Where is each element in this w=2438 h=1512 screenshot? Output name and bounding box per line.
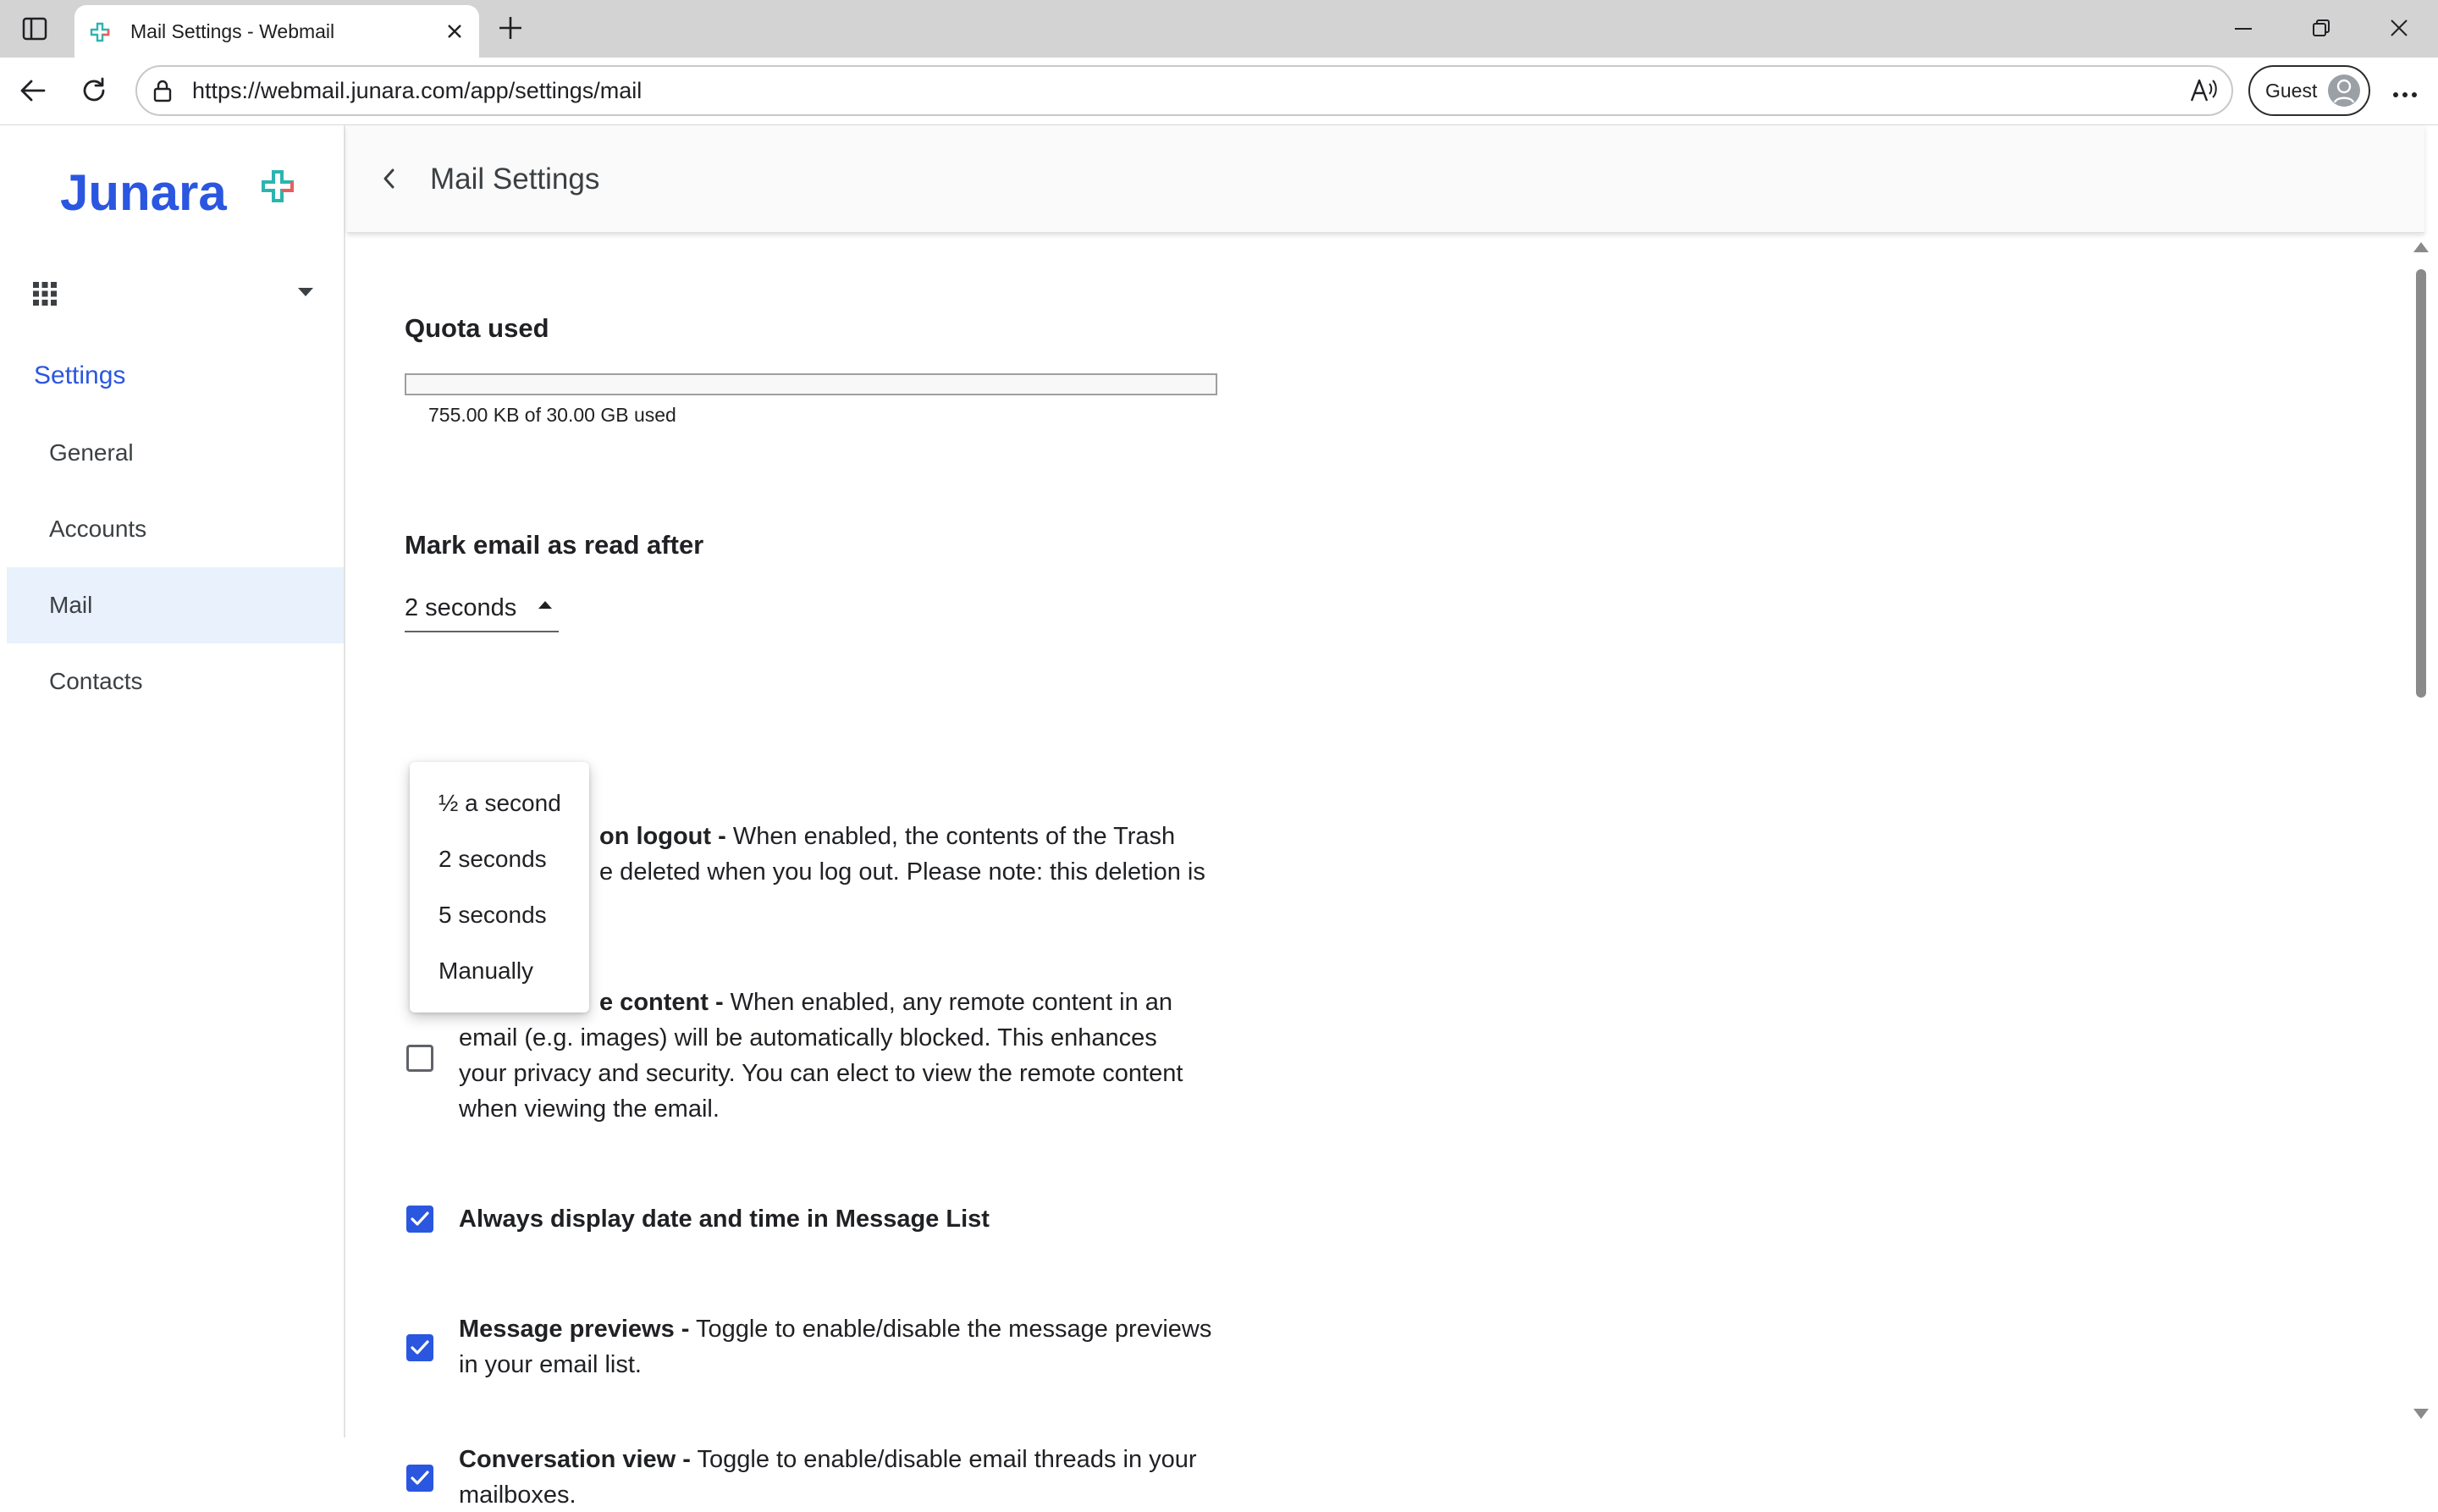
apps-grid-icon[interactable] bbox=[32, 281, 58, 306]
address-bar-row bbox=[0, 58, 2438, 125]
dropdown-option-half-second[interactable] bbox=[410, 775, 589, 831]
new-tab-icon[interactable] bbox=[498, 15, 523, 41]
sidebar-item-label: Contacts bbox=[49, 643, 143, 720]
trash-option-line2: e deleted when you log out. Please note: this deletion is bbox=[599, 855, 1205, 889]
logo: Junara bbox=[60, 163, 227, 223]
dropdown-option-manually[interactable] bbox=[410, 943, 589, 999]
sidebar-item-accounts[interactable] bbox=[7, 491, 344, 567]
reload-icon[interactable] bbox=[80, 76, 108, 105]
guest-label: Guest bbox=[2265, 67, 2317, 114]
dropdown-option-2-seconds[interactable] bbox=[410, 831, 589, 887]
conversation-option-text: Toggle to enable/disable email threads in your bbox=[691, 1446, 1197, 1473]
browser-tab-active[interactable] bbox=[74, 5, 479, 58]
url-field[interactable] bbox=[135, 65, 2233, 116]
remote-option-text: When enabled, any remote content in an bbox=[724, 989, 1172, 1016]
trash-option-bold: on logout - bbox=[599, 823, 726, 850]
mark-read-title: Mark email as read after bbox=[405, 528, 703, 562]
conversation-option-line1 bbox=[459, 1443, 1197, 1476]
browser-tab-bar bbox=[0, 0, 2438, 58]
webmail-app bbox=[7, 125, 2424, 1438]
tab-title: Mail Settings - Webmail bbox=[130, 15, 334, 47]
sidebar-item-mail[interactable] bbox=[7, 567, 344, 643]
minimize-icon[interactable] bbox=[2233, 19, 2253, 39]
sidebar-item-contacts[interactable] bbox=[7, 643, 344, 720]
back-chevron-icon[interactable] bbox=[381, 168, 396, 190]
guest-avatar-icon bbox=[2328, 74, 2360, 107]
apps-dropdown-caret-icon[interactable] bbox=[298, 288, 313, 296]
dropdown-option-label: 2 seconds bbox=[439, 831, 547, 887]
select-caret-up-icon[interactable] bbox=[538, 601, 552, 609]
remote-option-line3: your privacy and security. You can elect to view the remote content bbox=[459, 1057, 1183, 1090]
back-icon[interactable] bbox=[19, 76, 47, 105]
more-icon[interactable] bbox=[2392, 87, 2418, 94]
close-window-icon[interactable] bbox=[2389, 18, 2409, 38]
quota-progress-bar bbox=[405, 373, 1217, 395]
dropdown-option-label: ½ a second bbox=[439, 775, 561, 831]
trash-option-text: When enabled, the contents of the Trash bbox=[726, 823, 1175, 850]
previews-option-text: Toggle to enable/disable the message previews bbox=[689, 1316, 1211, 1343]
remote-option-bold: e content - bbox=[599, 989, 724, 1016]
quota-text: 755.00 KB of 30.00 GB used bbox=[428, 401, 676, 428]
read-aloud-icon[interactable] bbox=[2189, 77, 2218, 104]
dropdown-option-label: Manually bbox=[439, 943, 533, 999]
lock-icon[interactable] bbox=[152, 79, 173, 102]
remote-content-checkbox[interactable] bbox=[406, 1045, 433, 1072]
previews-option-line1 bbox=[459, 1312, 1211, 1346]
sidebar-item-label: General bbox=[49, 415, 134, 491]
trash-option-line1 bbox=[599, 819, 1175, 853]
url-text[interactable]: https://webmail.junara.com/app/settings/mail bbox=[192, 67, 642, 114]
message-previews-checkbox[interactable] bbox=[406, 1334, 433, 1361]
sidebar-toggle-icon[interactable] bbox=[22, 17, 47, 41]
page-header bbox=[347, 125, 2424, 233]
dropdown-option-label: 5 seconds bbox=[439, 887, 547, 943]
restore-icon[interactable] bbox=[2311, 18, 2331, 38]
mark-read-dropdown-menu bbox=[410, 762, 589, 1013]
conversation-option-bold: Conversation view - bbox=[459, 1446, 691, 1473]
scroll-thumb[interactable] bbox=[2416, 269, 2426, 698]
sidebar-item-label: Accounts bbox=[49, 491, 146, 567]
logo-cross-icon bbox=[261, 169, 295, 203]
datetime-option-label: Always display date and time in Message List bbox=[459, 1202, 990, 1236]
remote-option-line1 bbox=[599, 985, 1172, 1019]
guest-profile-button[interactable] bbox=[2248, 65, 2370, 116]
previews-option-line2: in your email list. bbox=[459, 1348, 642, 1382]
settings-heading: Settings bbox=[34, 359, 125, 393]
datetime-checkbox[interactable] bbox=[406, 1206, 433, 1233]
favicon-icon bbox=[90, 22, 110, 42]
select-underline bbox=[405, 631, 559, 632]
mark-read-select[interactable]: 2 seconds bbox=[405, 591, 516, 625]
remote-option-line2: email (e.g. images) will be automatically blocked. This enhances bbox=[459, 1021, 1157, 1055]
scroll-up-arrow-icon[interactable] bbox=[2413, 242, 2429, 252]
page-title: Mail Settings bbox=[430, 159, 599, 200]
content-scrollbar[interactable] bbox=[2408, 235, 2431, 1438]
close-tab-icon[interactable] bbox=[445, 22, 464, 41]
sidebar bbox=[7, 125, 345, 1438]
dropdown-option-5-seconds[interactable] bbox=[410, 887, 589, 943]
previews-option-bold: Message previews - bbox=[459, 1316, 689, 1343]
conversation-option-line2: mailboxes. bbox=[459, 1478, 576, 1512]
settings-content bbox=[347, 235, 2387, 1438]
remote-option-line4: when viewing the email. bbox=[459, 1092, 720, 1126]
sidebar-item-general[interactable] bbox=[7, 415, 344, 491]
quota-title: Quota used bbox=[405, 312, 549, 345]
conversation-view-checkbox[interactable] bbox=[406, 1465, 433, 1492]
sidebar-item-label: Mail bbox=[49, 567, 92, 643]
scroll-down-arrow-icon[interactable] bbox=[2413, 1409, 2429, 1419]
